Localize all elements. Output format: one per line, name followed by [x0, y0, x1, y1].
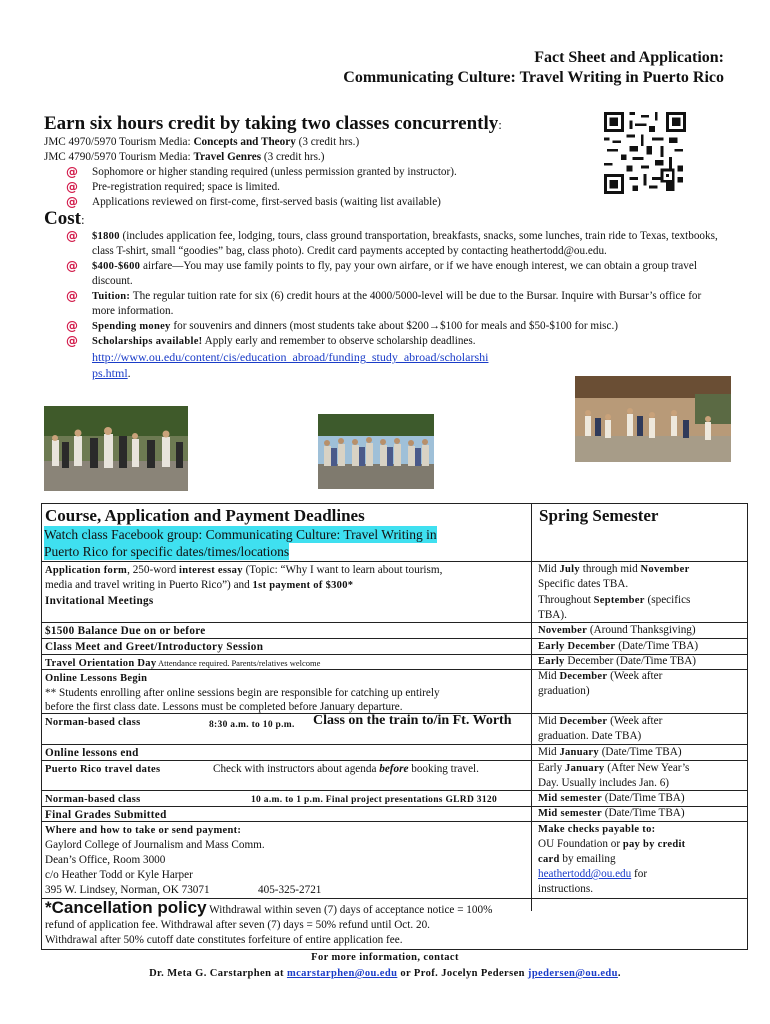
qr-code	[600, 112, 690, 194]
facebook-group-note[interactable]: Watch class Facebook group: Communicating Culture: Travel Writing in Puerto Rico for specific dates/times/locations	[44, 527, 437, 559]
bullet-icon: @	[66, 289, 78, 303]
page-title	[343, 48, 724, 88]
credit-heading: Earn six hours credit by taking two classes concurrently:	[44, 113, 502, 134]
table-row: Norman-based class 8:30 a.m. to 10 p.m. Class on the train to/in Ft. Worth	[45, 713, 512, 730]
scholarship-link[interactable]: http://www.ou.edu/content/cis/education_abroad/funding_study_abroad/scholarshi ps.html	[92, 350, 489, 380]
table-cell-right: Early December (Date/Time TBA)	[538, 655, 697, 667]
title-line-1: Fact Sheet and Application:	[534, 49, 724, 66]
photo-courtyard	[575, 376, 731, 462]
bullet-icon: @	[66, 229, 78, 243]
title-line-2: Communicating Culture: Travel Writing in Puerto Rico	[343, 69, 724, 86]
table-cell-right: Early January (After New Year’s Day. Usually includes Jan. 6)	[538, 762, 690, 789]
bullet-icon: @	[66, 319, 78, 333]
table-cell-right: Mid December (Week after graduation. Date TBA)	[538, 715, 663, 742]
table-cell-right: Throughout September (specifics TBA).	[538, 594, 691, 621]
list-item: @ Tuition: The regular tuition rate for six (6) credit hours at the 4000/5000-level will be due to the Bursar. Inquire with Bursar’s office for more information.	[66, 289, 702, 317]
table-row: Online Lessons Begin ** Students enrolling after online sessions begin are responsible for catching up entirely before the first class date. Lessons must be completed before January departure.	[45, 673, 440, 713]
table-cell-right: Mid December (Week after graduation)	[538, 670, 663, 697]
table-row: Class Meet and Greet/Introductory Session	[45, 641, 264, 653]
footer-more-info: For more information, contact	[311, 952, 459, 963]
course-2: JMC 4790/5970 Tourism Media: Travel Genres (3 credit hrs.)	[44, 151, 325, 163]
table-right-heading: Spring Semester	[539, 506, 659, 525]
pedersen-email-link[interactable]: jpedersen@ou.edu	[527, 968, 618, 979]
list-item: @ Applications reviewed on first-come, first-served basis (waiting list available)	[66, 195, 441, 209]
table-cell-right: Early December (Date/Time TBA)	[538, 640, 699, 652]
course-1: JMC 4970/5970 Tourism Media: Concepts and Theory (3 credit hrs.)	[44, 136, 360, 148]
list-item: @ Scholarships available! Apply early and remember to observe scholarship deadlines.	[66, 334, 476, 348]
bullet-icon: @	[66, 334, 78, 348]
list-item: @ $400-$600 airfare—You may use family points to fly, pay your own airfare, or if we have enough interest, we can obtain a group travel discount.	[66, 259, 697, 287]
list-item: @ Pre-registration required; space is limited.	[66, 180, 280, 194]
bullet-icon: @	[66, 195, 78, 209]
table-cell-right: Mid July through mid November Specific dates TBA.	[538, 563, 690, 590]
list-item: @ $1800 (includes application fee, lodging, tours, class ground transportation, breakfasts, snacks, some lunches, train ride to Texas, textbooks, class T-shirt, small “goodies” bag, class photo). Credit card payments accepted by contacting heathertodd@ou.edu.	[66, 229, 718, 257]
photo-parade	[44, 406, 188, 491]
table-row: Final Grades Submitted	[45, 809, 167, 821]
photo-group	[318, 414, 434, 489]
table-row: Invitational Meetings	[45, 595, 154, 607]
table-left-heading: Course, Application and Payment Deadlines	[45, 506, 365, 525]
footer-contact	[0, 950, 770, 982]
table-row: Travel Orientation Day Attendance required. Parents/relatives welcome	[45, 658, 321, 669]
footer-contacts: Dr. Meta G. Carstarphen at mcarstarphen@ou.edu or Prof. Jocelyn Pedersen jpedersen@ou.edu.	[149, 968, 621, 979]
list-item: @ Sophomore or higher standing required (unless permission granted by instructor).	[66, 165, 457, 179]
table-divider	[531, 503, 532, 911]
table-row: $1500 Balance Due on or before	[45, 625, 206, 637]
course-list	[44, 135, 584, 210]
payment-address: Where and how to take or send payment: Gaylord College of Journalism and Mass Comm. Dean’s Office, Room 3000 c/o Heather Todd or Kyle Harper 395 W. Lindsey, Norman, OK 73071 405-325-2721	[45, 825, 322, 896]
table-row: Application form, 250-word interest essay (Topic: “Why I want to learn about tourism, media and travel writing in Puerto Rico”) and 1st payment of $300*	[45, 564, 443, 591]
cost-heading: Cost:	[44, 208, 85, 229]
bullet-icon: @	[66, 259, 78, 273]
heather-email-link[interactable]: heathertodd@ou.edu	[538, 868, 632, 880]
cancellation-policy: *Cancellation policy Withdrawal within seven (7) days of acceptance notice = 100% refund of application fee. Withdrawal after seven (7) days = 50% refund until Oct. 20. Withdrawal after 50% cutoff date constitutes forfeiture of entire application fee.	[45, 898, 493, 946]
table-cell-right: November (Around Thanksgiving)	[538, 624, 696, 636]
table-row: Puerto Rico travel dates Check with instructors about agenda before booking travel.	[45, 763, 479, 775]
bullet-icon: @	[66, 165, 78, 179]
carstarphen-email-link[interactable]: mcarstarphen@ou.edu	[286, 968, 398, 979]
table-cell-right: Mid semester (Date/Time TBA)	[538, 792, 685, 804]
bullet-icon: @	[66, 180, 78, 194]
list-item: @ Spending money for souvenirs and dinners (most students take about $200→$100 for meals and $50-$100 for misc.)	[66, 319, 619, 333]
table-row: Norman-based class 10 a.m. to 1 p.m. Final project presentations GLRD 3120	[45, 794, 497, 805]
scholarship-link-row: http://www.ou.edu/content/cis/education_abroad/funding_study_abroad/scholarshi ps.html.	[92, 350, 489, 380]
table-row: Online lessons end	[45, 747, 139, 759]
table-cell-right: Make checks payable to: OU Foundation or pay by credit card by emailing heathertodd@ou.edu for instructions.	[538, 824, 686, 895]
cost-list	[44, 229, 724, 381]
table-cell-right: Mid January (Date/Time TBA)	[538, 746, 682, 758]
table-cell-right: Mid semester (Date/Time TBA)	[538, 807, 685, 819]
